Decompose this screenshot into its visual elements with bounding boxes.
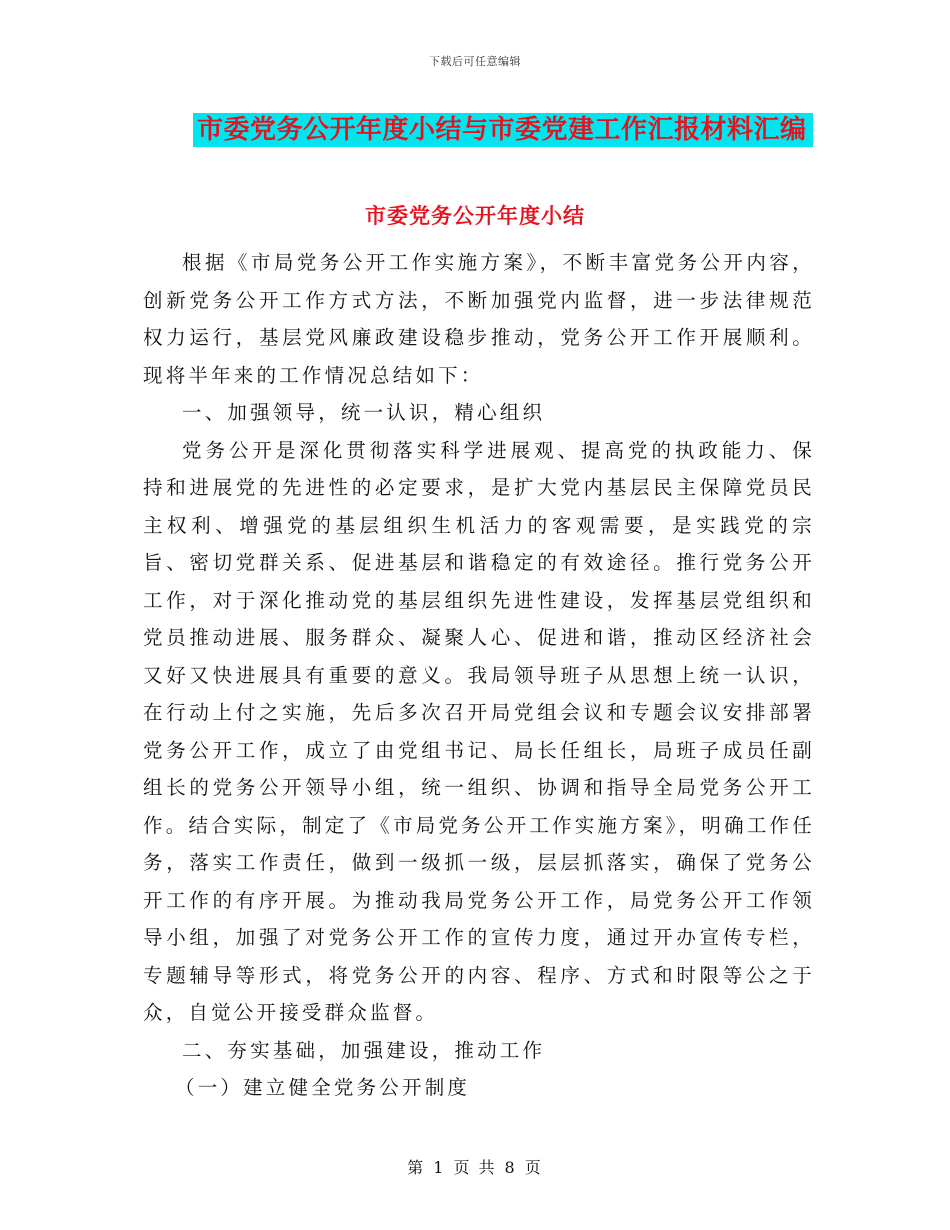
heading-subsection-1: （一）建立健全党务公开制度 (175, 1076, 471, 1099)
heading-section-1: 一、加强领导，统一认识，精心组织 (182, 401, 546, 424)
header-note: 下载后可任意编辑 (429, 55, 521, 68)
footer-suffix: 页 (524, 1158, 543, 1177)
footer-middle: 页 共 (453, 1158, 497, 1177)
main-title: 市委党务公开年度小结与市委党建工作汇报材料汇编 (197, 115, 807, 145)
footer-prefix: 第 (407, 1158, 426, 1177)
paragraph-intro: 根据《市局党务公开工作实施方案》，不断丰富党务公开内容，创新党务公开工作方式方法，不断加强党内监督，进一步法律规范权力运行，基层党风廉政建设稳步推动，党务公开工作开展顺利。现将半年来的工作情况总结如下： (143, 251, 815, 387)
heading-section-2: 二、夯实基础，加强建设，推动工作 (182, 1038, 546, 1062)
paragraph-section-1: 党务公开是深化贯彻落实科学进展观、提高党的执政能力、保持和进展党的先进性的必定要求，是扩大党内基层民主保障党员民主权利、增强党的基层组织生机活力的客观需要，是实践党的宗旨、密切党群关系、促进基层和谐稳定的有效途径。推行党务公开工作，对于深化推动党的基层组织先进性建设，发挥基层党组织和党员推动进展、服务群众、凝聚人心、促进和谐，推动区经济社会又好又快进展具有重要的意义。我局领导班子从思想上统一认识，在行动上付之实施，先后多次召开局党组会议和专题会议安排部署党务公开工作，成立了由党组书记、局长任组长，局班子成员任副组长的党务公开领导小组，统一组织、协调和指导全局党务公开工作。结合实际，制定了《市局党务公开工作实施方案》，明确工作任务，落实工作责任，做到一级抓一级，层层抓落实，确保了党务公开工作的有序开展。为推动我局党务公开工作，局党务公开工作领导小组，加强了对党务公开工作的宣传力度，通过开办宣传专栏，专题辅导等形式，将党务公开的内容、程序、方式和时限等公之于众，自觉公开接受群众监督。 (143, 438, 815, 1024)
footer-total-pages: 8 (504, 1158, 517, 1177)
footer-page-number: 1 (433, 1158, 446, 1177)
document-body (143, 244, 815, 1107)
section-title: 市委党务公开年度小结 (365, 203, 585, 228)
main-title-highlight (193, 113, 813, 147)
page-footer (0, 1155, 950, 1178)
